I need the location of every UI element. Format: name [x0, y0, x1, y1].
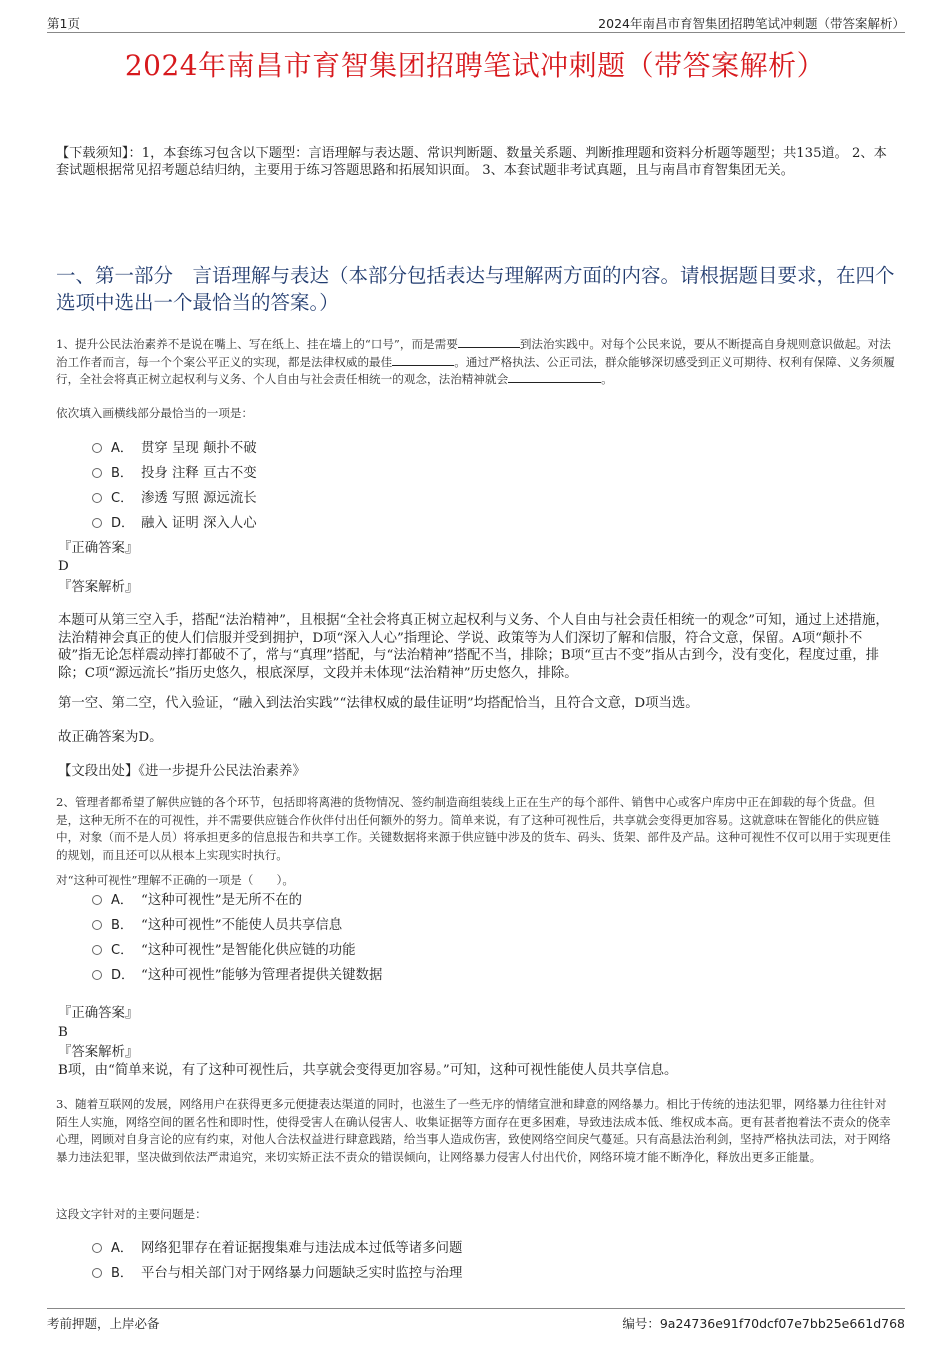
- page-title: 2024年南昌市育智集团招聘笔试冲刺题（带答案解析）: [124, 49, 826, 82]
- header-doc-title: 2024年南昌市育智集团招聘笔试冲刺题（带答案解析）: [598, 16, 905, 31]
- radio-icon[interactable]: [92, 970, 102, 980]
- option-b[interactable]: B． 投身 注释 亘古不变: [92, 461, 257, 486]
- question-1-options: [92, 436, 257, 536]
- option-d[interactable]: D． 融入 证明 深入人心: [92, 511, 257, 536]
- option-a[interactable]: A． “这种可视性”是无所不在的: [92, 888, 382, 913]
- radio-icon[interactable]: [92, 895, 102, 905]
- answer-label: 『正确答案』: [58, 1006, 139, 1021]
- radio-icon[interactable]: [92, 1243, 102, 1253]
- download-notice: 【下载须知】：1，本套练习包含以下题型：言语理解与表达题、常识判断题、数量关系题、判断推理题和资料分析题等题型；共135道。 2、本套试题根据常见招考题总结归纳，主要用于练习答题思路和拓展知识面。 3、本套试题非考试真题，且与南昌市育智集团无关。: [56, 146, 887, 178]
- option-d[interactable]: D． “这种可视性”能够为管理者提供关键数据: [92, 963, 382, 988]
- fill-blank: [508, 371, 601, 383]
- fill-blank: [458, 336, 520, 348]
- analysis-text: 第一空、第二空，代入验证，“融入到法治实践”“法律权威的最佳证明”均搭配恰当，且符合文意，D项当选。: [58, 696, 699, 711]
- question-2-text: 2、管理者都希望了解供应链的各个环节，包括即将离港的货物情况、签约制造商组装线上正在生产的每个部件、销售中心或客户库房中正在卸载的每个货盘。但是，这种无所不在的可视性，并不需要供应链合作伙伴付出任何额外的努力。简单来说，有了这种可视性后，共享就会变得更加容易。这就意味在智能化的供应链中，对象（而不是人员）将承担更多的信息报告和共享工作。关键数据将来源于供应链中涉及的货车、码头、货架、部件及产品。这种可视性不仅可以用于实现更佳的规划，而且还可以从根本上实现实时执行。: [56, 795, 891, 862]
- radio-icon[interactable]: [92, 945, 102, 955]
- question-3-options: [92, 1236, 462, 1286]
- option-b[interactable]: B． 平台与相关部门对于网络暴力问题缺乏实时监控与治理: [92, 1261, 462, 1286]
- footer-code: 编号：9a24736e91f70dcf07e7bb25e661d768: [622, 1316, 905, 1331]
- analysis-text: 故正确答案为D。: [58, 730, 163, 745]
- page-header: [47, 14, 905, 33]
- radio-icon[interactable]: [92, 1268, 102, 1278]
- question-1-stem: 依次填入画横线部分最恰当的一项是：: [56, 406, 254, 420]
- radio-icon[interactable]: [92, 518, 102, 528]
- option-b[interactable]: B． “这种可视性”不能使人员共享信息: [92, 913, 382, 938]
- radio-icon[interactable]: [92, 920, 102, 930]
- footer-slogan: 考前押题，上岸必备: [47, 1316, 160, 1331]
- question-2-stem: 对“这种可视性”理解不正确的一项是（ ）。: [56, 873, 294, 887]
- section-heading: 一、第一部分 言语理解与表达（本部分包括表达与理解两方面的内容。请根据题目要求，在四个选项中选出一个最恰当的答案。）: [56, 264, 895, 314]
- radio-icon[interactable]: [92, 468, 102, 478]
- analysis-text: 本题可从第三空入手，搭配“法治精神”，且根据“全社会将真正树立起权利与义务、个人自由与社会责任相统一的观念”可知，通过上述措施，法治精神会真正的使人们信服并受到拥护，D项“深入人心”指理论、学说、政策等为人们深切了解和信服，符合文意，保留。A项“颠扑不破”指无论怎样震动摔打都破不了，常与“真理”搭配，与“法治精神”搭配不当，排除；B项“亘古不变”指从古到今，没有变化，程度过重，排除；C项“源远流长”指历史悠久，根底深厚，文段并未体现“法治精神”历史悠久，排除。: [58, 613, 889, 681]
- page-footer: [47, 1308, 905, 1331]
- question-2-options: [92, 888, 382, 988]
- answer-label: 『正确答案』: [58, 541, 139, 556]
- analysis-text: B项，由“简单来说，有了这种可视性后，共享就会变得更加容易。”可知，这种可视性能使人员共享信息。: [58, 1063, 678, 1078]
- source-note: 【文段出处】《进一步提升公民法治素养》: [58, 764, 306, 779]
- question-1-text: 1、提升公民法治素养不是说在嘴上、写在纸上、挂在墙上的“口号”，而是需要 到法治实践中。对每个公民来说，要从不断提高自身规则意识做起。对法治工作者而言，每一个个案公平正义的实现，都是法律权威的最佳 。通过严格执法、公正司法，群众能够深切感受到正义可期待、权利有保障、义务须履行，全社会将真正树立起权利与义务、个人自由与社会责任相统一的观念，法治精神就会 。: [56, 337, 895, 386]
- option-c[interactable]: C． “这种可视性”是智能化供应链的功能: [92, 938, 382, 963]
- question-3-stem: 这段文字针对的主要问题是：: [56, 1207, 207, 1221]
- answer-value: D: [58, 559, 69, 574]
- radio-icon[interactable]: [92, 443, 102, 453]
- option-c[interactable]: C． 渗透 写照 源远流长: [92, 486, 257, 511]
- radio-icon[interactable]: [92, 493, 102, 503]
- question-3-text: 3、随着互联网的发展，网络用户在获得更多元便捷表达渠道的同时，也滋生了一些无序的情绪宣泄和肆意的网络暴力。相比于传统的违法犯罪，网络暴力往往针对陌生人实施，网络空间的匿名性和即时性，使得受害人在确认侵害人、收集证据等方面存在更多困难，导致违法成本低、维权成本高。更有甚者抱着法不责众的侥幸心理，罔顾对自身言论的应有约束，对他人合法权益进行肆意践踏，给当事人造成伤害，致使网络空间戾气蔓延。只有高悬法治利剑，坚持严格执法司法，对于网络暴力违法犯罪，坚决做到依法严肃追究，来切实矫正法不责众的错误倾向，让网络暴力侵害人付出代价，网络环境才能不断净化，释放出更多正能量。: [56, 1097, 891, 1164]
- analysis-label: 『答案解析』: [58, 1045, 139, 1060]
- answer-value: B: [58, 1025, 68, 1040]
- fill-blank: [392, 354, 454, 366]
- analysis-label: 『答案解析』: [58, 580, 139, 595]
- page-number: 第1页: [47, 16, 80, 31]
- option-a[interactable]: A． 网络犯罪存在着证据搜集难与违法成本过低等诸多问题: [92, 1236, 462, 1261]
- option-a[interactable]: A． 贯穿 呈现 颠扑不破: [92, 436, 257, 461]
